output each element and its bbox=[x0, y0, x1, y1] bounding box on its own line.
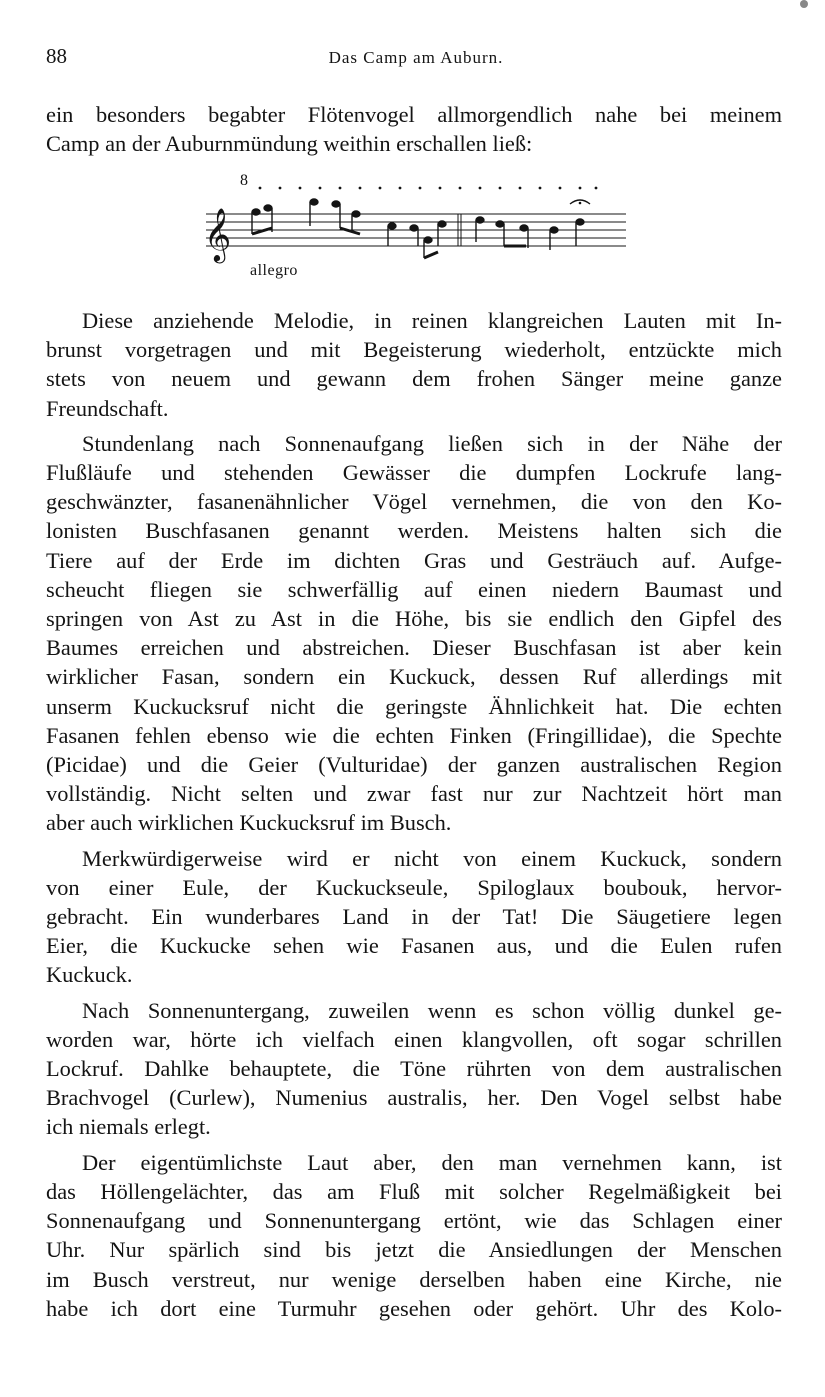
text-line: lonisten Buschfasanen genannt werden. Meistens halten sich die bbox=[46, 518, 782, 544]
text-line: (Picidae) und die Geier (Vulturidae) der ganzen australischen Region bbox=[46, 752, 782, 778]
paragraph-4 bbox=[46, 996, 782, 1142]
text-line: unserm Kuckucksruf nicht die geringste Ähnlichkeit hat. Die echten bbox=[46, 693, 782, 719]
text-line: scheucht fliegen sie schwerfällig auf einen niedern Baumast und bbox=[46, 576, 782, 602]
text-line: aber auch wirklichen Kuckucksruf im Busch. bbox=[46, 810, 452, 836]
body-text bbox=[46, 306, 782, 1329]
notes bbox=[252, 199, 584, 258]
text-line: Diese anziehende Melodie, in reinen klangreichen Lauten mit In- bbox=[82, 308, 782, 333]
text-line: im Busch verstreut, nur wenige derselben haben eine Kirche, nie bbox=[46, 1266, 782, 1292]
text-line: Nach Sonnenuntergang, zuweilen wenn es schon völlig dunkel ge- bbox=[82, 997, 782, 1023]
text-line: Camp an der Auburnmündung weithin erschallen ließ: bbox=[46, 131, 533, 157]
text-line: Tiere auf der Erde im dichten Gras und Gesträuch auf. Aufge- bbox=[46, 547, 782, 573]
text-line: habe ich dort eine Turmuhr gesehen oder gehört. Uhr des Kolo- bbox=[46, 1295, 782, 1321]
text-line: Merkwürdigerweise wird er nicht von einem Kuckuck, sondern bbox=[82, 845, 782, 871]
page-header bbox=[46, 44, 786, 74]
ottava-dots bbox=[259, 187, 598, 190]
running-title: Das Camp am Auburn. bbox=[328, 48, 504, 67]
text-line: Stundenlang nach Sonnenaufgang ließen sich in der Nähe der bbox=[82, 430, 782, 456]
text-line: Fasanen fehlen ebenso wie die echten Finken (Fringillidae), die Spechte bbox=[46, 722, 782, 748]
page-speck bbox=[800, 0, 808, 8]
tempo-marking: allegro bbox=[250, 262, 298, 279]
intro-paragraph bbox=[46, 100, 782, 158]
text-line: Lockruf. Dahlke behauptete, die Töne rührten von dem australischen bbox=[46, 1056, 782, 1082]
text-line: Baumes erreichen und abstreichen. Dieser Buschfasan ist aber kein bbox=[46, 635, 782, 661]
text-line: Der eigentümlichste Laut aber, den man vernehmen kann, ist bbox=[82, 1149, 782, 1175]
paragraph-2 bbox=[46, 429, 782, 838]
text-line: gebracht. Ein wunderbares Land in der Tat! Die Säugetiere legen bbox=[46, 904, 782, 930]
page-number: 88 bbox=[46, 44, 67, 68]
text-line: vollständig. Nicht selten und zwar fast nur zur Nachtzeit hört man bbox=[46, 781, 782, 807]
text-line: Kuckuck. bbox=[46, 962, 133, 988]
text-line: Uhr. Nur spärlich sind bis jetzt die Ansiedlungen der Menschen bbox=[46, 1237, 782, 1263]
text-line: stets von neuem und gewann dem frohen Sänger meine ganze bbox=[46, 366, 782, 392]
text-line: Sonnenaufgang und Sonnenuntergang ertönt, wie das Schlagen einer bbox=[46, 1208, 782, 1234]
text-line: ein besonders begabter Flötenvogel allmorgendlich nahe bei meinem bbox=[46, 102, 782, 127]
text-line: ich niemals erlegt. bbox=[46, 1114, 211, 1140]
text-line: brunst vorgetragen und mit Begeisterung wiederholt, entzückte mich bbox=[46, 337, 782, 363]
paragraph-1 bbox=[46, 306, 782, 423]
text-line: wirklicher Fasan, sondern ein Kuckuck, dessen Ruf allerdings mit bbox=[46, 664, 782, 690]
text-line: Brachvogel (Curlew), Numenius australis, her. Den Vogel selbst habe bbox=[46, 1085, 782, 1111]
text-line: Flußläufe und stehenden Gewässer die dumpfen Lockrufe lang- bbox=[46, 460, 782, 486]
text-line: springen von Ast zu Ast in die Höhe, bis sie endlich den Gipfel des bbox=[46, 606, 782, 632]
text-line: worden war, hörte ich vielfach einen klangvollen, oft sogar schrillen bbox=[46, 1026, 782, 1052]
text-line: Eier, die Kuckucke sehen wie Fasanen aus, und die Eulen rufen bbox=[46, 933, 782, 959]
text-line: das Höllengelächter, das am Fluß mit solcher Regelmäßigkeit bei bbox=[46, 1178, 782, 1204]
paragraph-5 bbox=[46, 1148, 782, 1323]
text-line: geschwänzter, fasanenähnlicher Vögel vernehmen, die von den Ko- bbox=[46, 489, 782, 515]
text-line: von einer Eule, der Kuckuckseule, Spiloglaux boubouk, hervor- bbox=[46, 874, 782, 900]
treble-clef: 𝄞 bbox=[204, 207, 232, 261]
octave-mark: 8 bbox=[240, 172, 248, 189]
paragraph-3 bbox=[46, 844, 782, 990]
text-line: Freundschaft. bbox=[46, 395, 169, 421]
